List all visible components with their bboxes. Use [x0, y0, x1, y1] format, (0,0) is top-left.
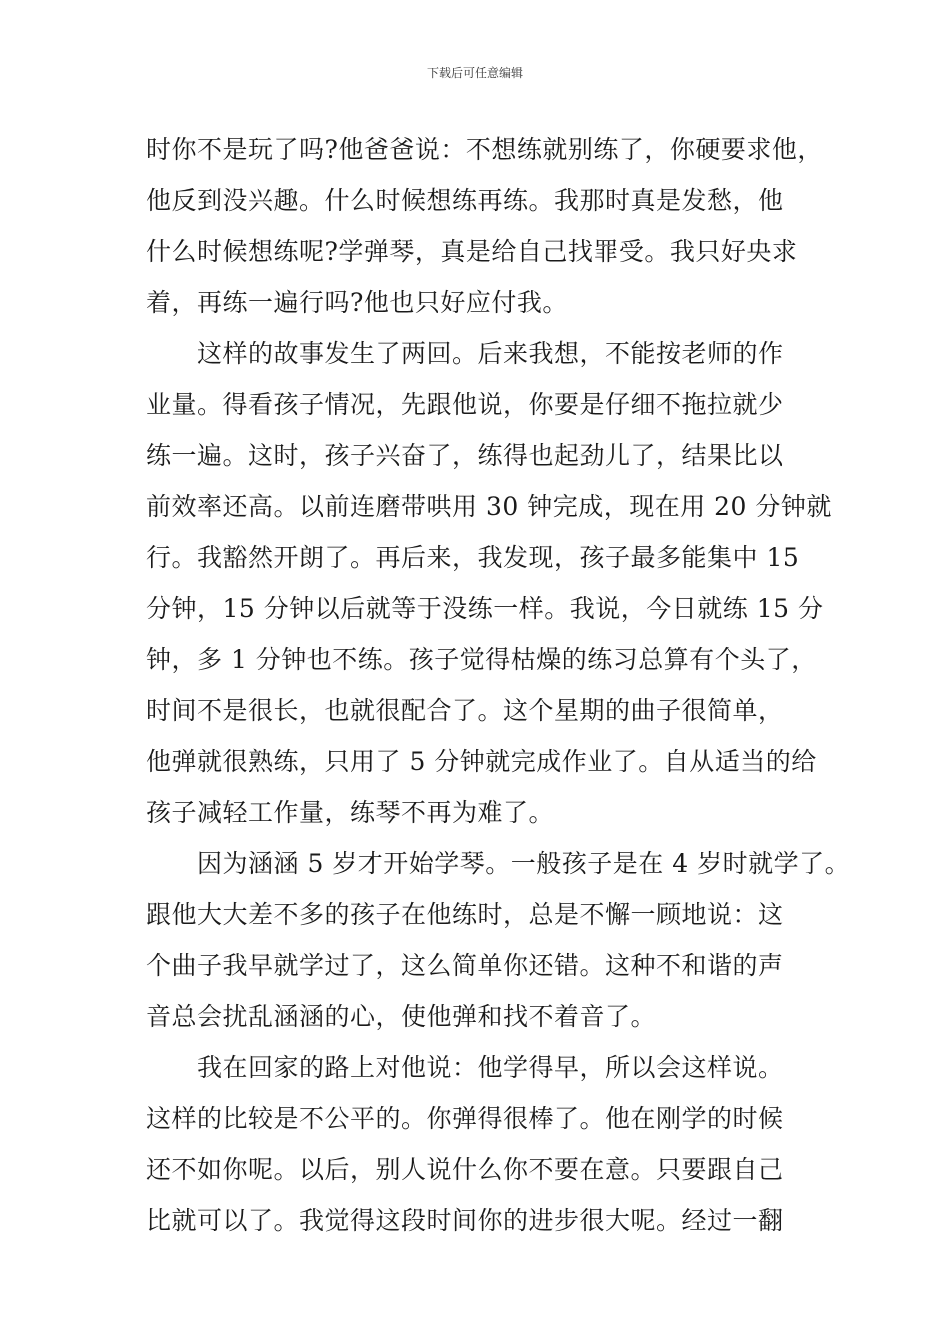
paragraph — [146, 328, 832, 838]
text-line: 音总会扰乱涵涵的心，使他弹和找不着音了。 — [146, 1002, 657, 1031]
text-line: 前效率还高。以前连磨带哄用 30 钟完成，现在用 20 分钟就 — [146, 492, 832, 521]
paragraph — [146, 1042, 816, 1246]
text-line: 孩子减轻工作量，练琴不再为难了。 — [146, 798, 555, 827]
document-body — [146, 124, 851, 1246]
page-header: 下载后可任意编辑 — [426, 66, 523, 80]
text-line: 这样的比较是不公平的。你弹得很棒了。他在刚学的时候 — [146, 1104, 784, 1133]
paragraph — [146, 838, 851, 1042]
text-line: 个曲子我早就学过了，这么简单你还错。这种不和谐的声 — [146, 951, 784, 980]
text-line: 行。我豁然开朗了。再后来，我发现，孩子最多能集中 15 — [146, 543, 800, 572]
text-line: 练一遍。这时，孩子兴奋了，练得也起劲儿了，结果比以 — [146, 441, 784, 470]
text-line: 时你不是玩了吗?他爸爸说：不想练就别练了，你硬要求他， — [146, 135, 823, 164]
text-line: 业量。得看孩子情况，先跟他说，你要是仔细不拖拉就少 — [146, 390, 784, 419]
text-line: 我在回家的路上对他说：他学得早，所以会这样说。 — [197, 1053, 784, 1082]
text-line: 分钟，15 分钟以后就等于没练一样。我说，今日就练 15 分 — [146, 594, 824, 623]
text-line: 他反到没兴趣。什么时候想练再练。我那时真是发愁，他 — [146, 186, 784, 215]
text-line: 钟，多 1 分钟也不练。孩子觉得枯燥的练习总算有个头了， — [146, 645, 817, 674]
text-line: 因为涵涵 5 岁才开始学琴。一般孩子是在 4 岁时就学了。 — [197, 849, 851, 878]
text-line: 他弹就很熟练，只用了 5 分钟就完成作业了。自从适当的给 — [146, 747, 817, 776]
text-line: 时间不是很长，也就很配合了。这个星期的曲子很简单， — [146, 696, 784, 725]
text-line: 跟他大大差不多的孩子在他练时，总是不懈一顾地说：这 — [146, 900, 784, 929]
text-line: 什么时候想练呢?学弹琴，真是给自己找罪受。我只好央求 — [146, 237, 798, 266]
text-line: 还不如你呢。以后，别人说什么你不要在意。只要跟自己 — [146, 1155, 784, 1184]
text-line: 这样的故事发生了两回。后来我想，不能按老师的作 — [197, 339, 784, 368]
paragraph — [146, 124, 823, 328]
text-line: 比就可以了。我觉得这段时间你的进步很大呢。经过一翻 — [146, 1206, 784, 1235]
text-line: 着，再练一遍行吗?他也只好应付我。 — [146, 288, 568, 317]
